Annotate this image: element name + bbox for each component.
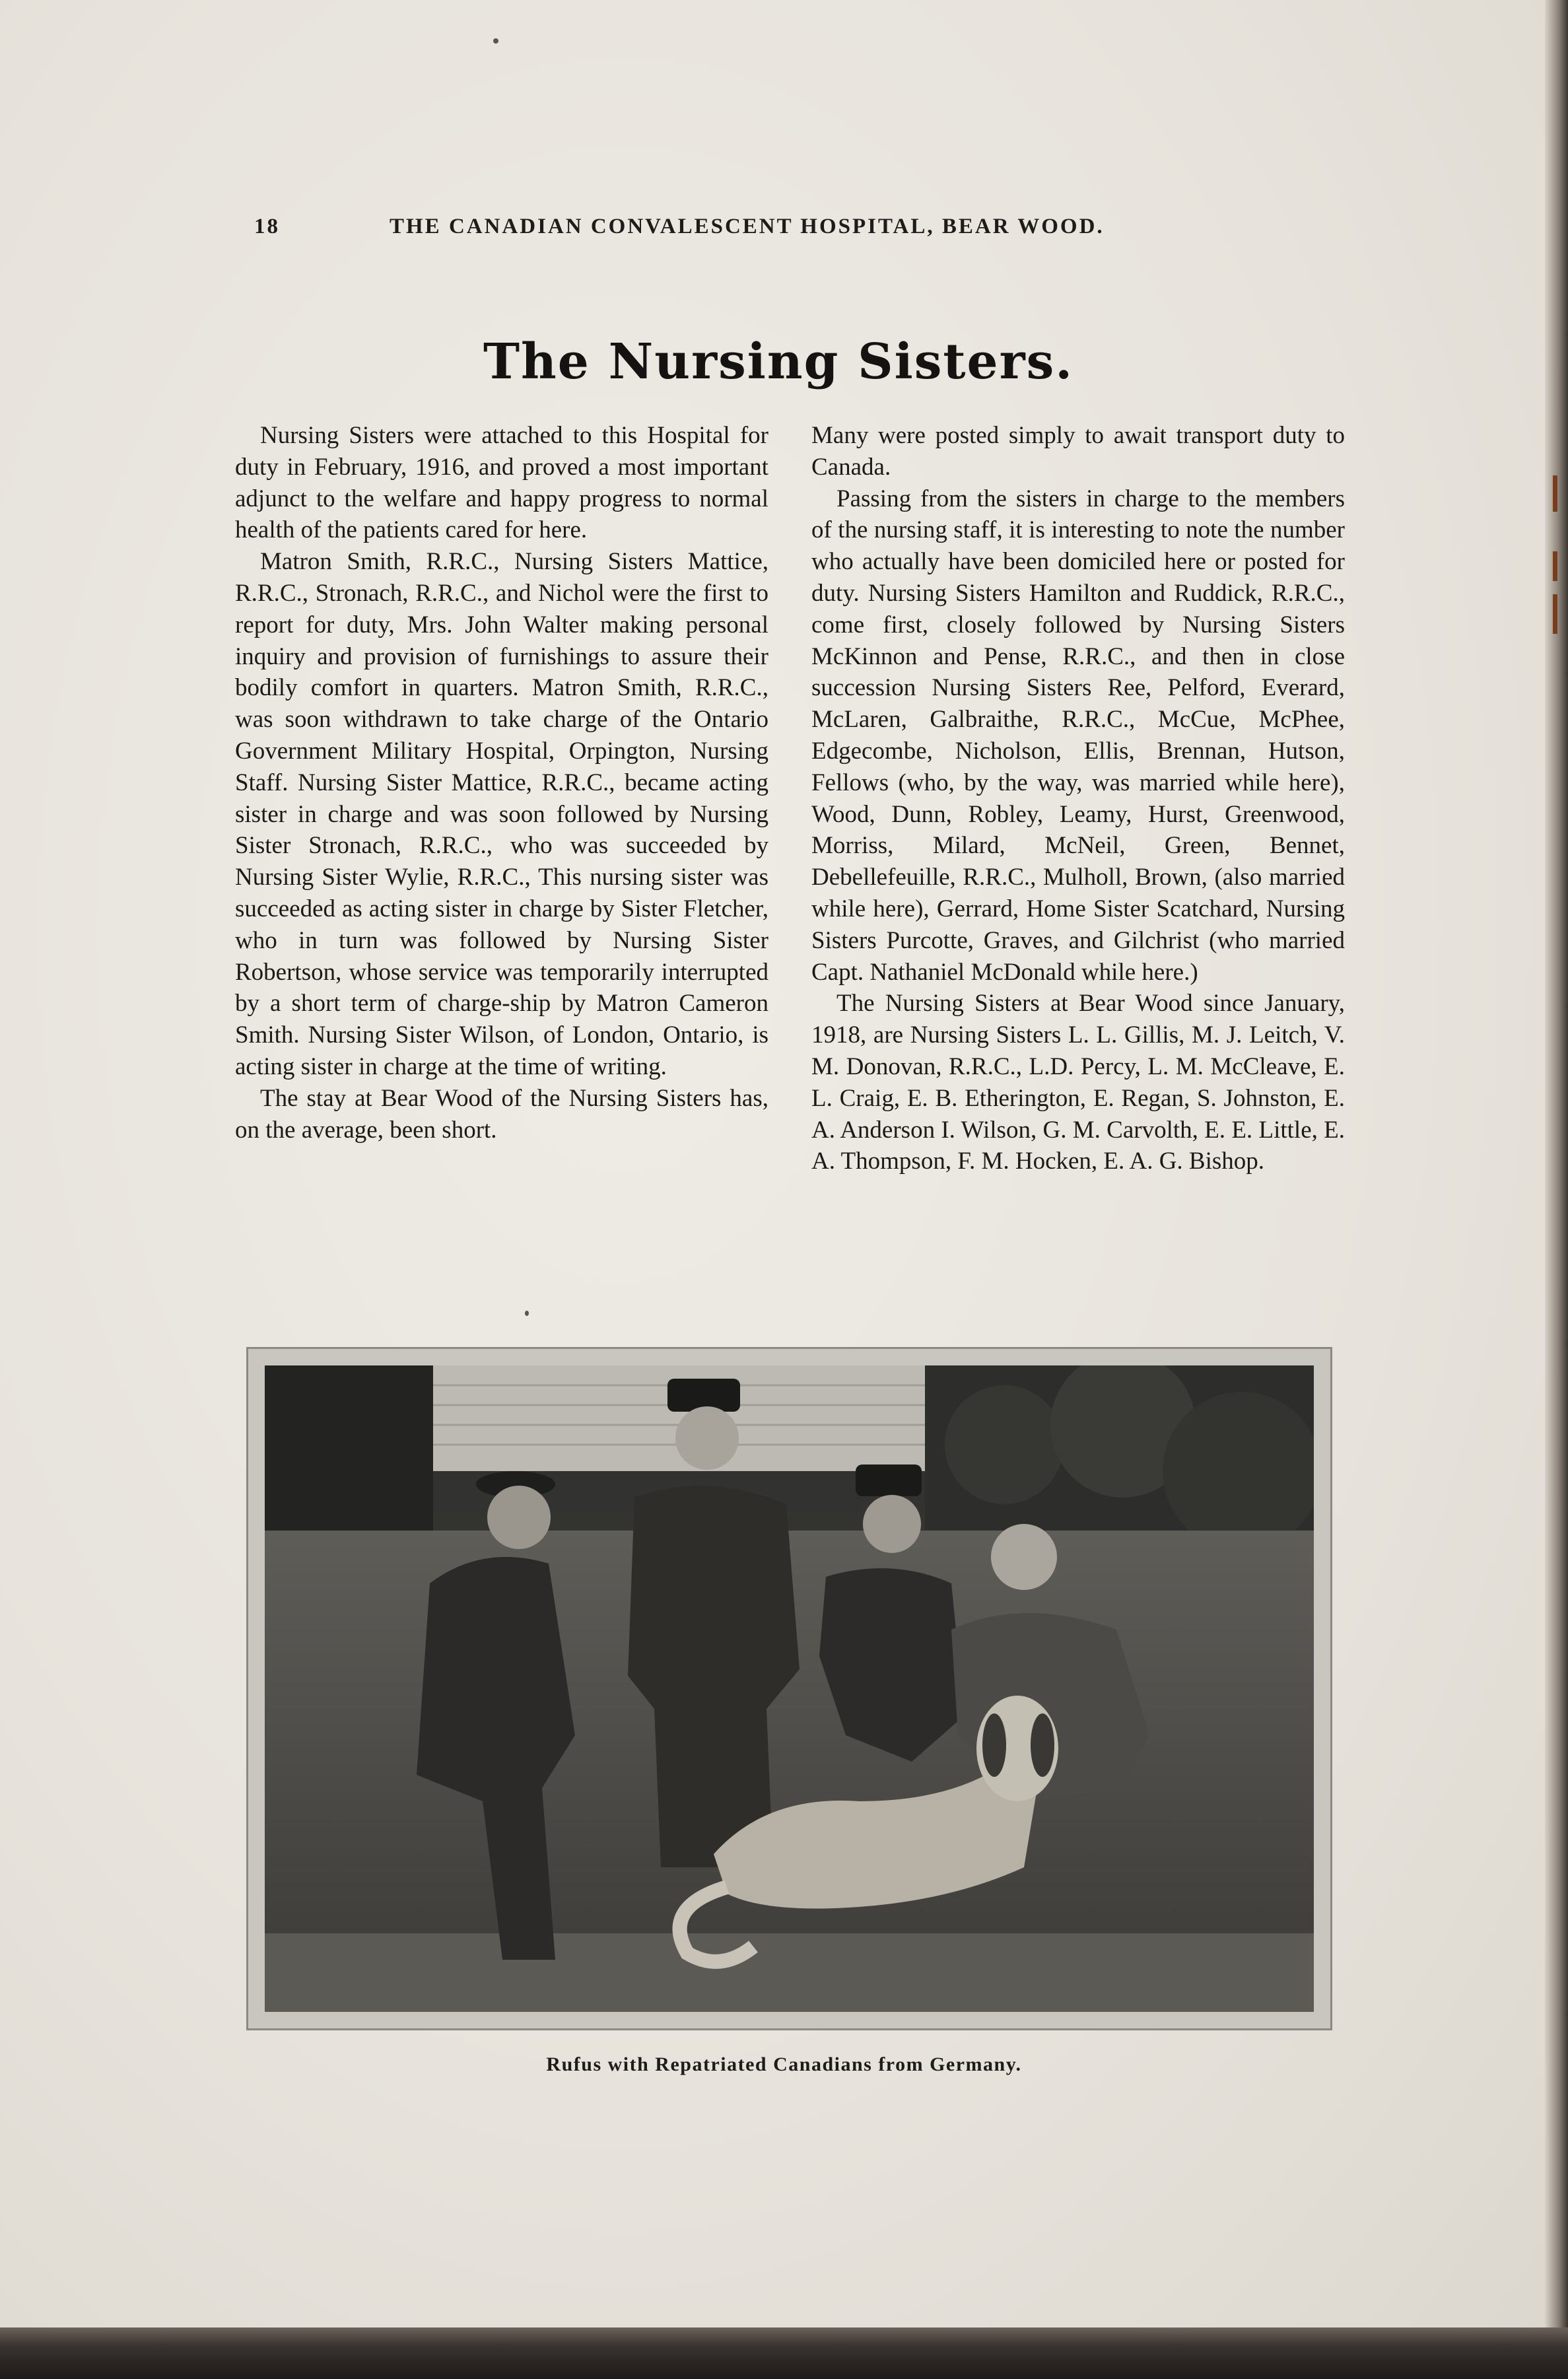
photo-frame	[246, 1347, 1332, 2030]
paper-speck	[493, 38, 498, 44]
paragraph: Many were posted simply to await transport duty to Canada.	[811, 422, 1345, 481]
group-photograph	[265, 1365, 1314, 2012]
page-number: 18	[254, 215, 280, 238]
running-title: THE CANADIAN CONVALESCENT HOSPITAL, BEAR WOOD.	[390, 215, 1105, 238]
bottom-binding-strip	[0, 2327, 1568, 2379]
paragraph: Nursing Sisters were attached to this Hospital for duty in February, 1916, and proved a most important adjunct to the welfare and happy progress to normal health of the patients cared for here.	[235, 422, 768, 544]
edge-tab-mark	[1553, 594, 1557, 634]
edge-tab-mark	[1553, 475, 1557, 512]
paper-speck	[525, 1311, 529, 1316]
article-title: The Nursing Sisters.	[483, 333, 1074, 390]
paragraph: The Nursing Sisters at Bear Wood since January, 1918, are Nursing Sisters L. L. Gillis, M. J. Leitch, V. M. Donovan, R.R.C., L.D. Percy, L. M. McCleave, E. L. Craig, E. B. Etherington, E. Regan, S. Johnston, E. A. Anderson I. Wilson, G. M. Carvolth, E. E. Little, E. A. Thompson, F. M. Hocken, E. A. G. Bishop.	[811, 990, 1345, 1175]
text-column-left	[235, 420, 768, 1146]
photograph-illustration	[265, 1365, 1314, 2012]
paragraph: Matron Smith, R.R.C., Nursing Sisters Mattice, R.R.C., Stronach, R.R.C., and Nichol were the first to report for duty, Mrs. John Walter making personal inquiry and provision of furnishings to assure their bodily comfort in quarters. Matron Smith, R.R.C., was soon withdrawn to take charge of the Ontario Government Military Hospital, Orpington, Nursing Staff. Nursing Sister Mattice, R.R.C., became acting sister in charge and was soon followed by Nursing Sister Stronach, R.R.C., who was succeeded by Nursing Sister Wylie, R.R.C., This nursing sister was succeeded as acting sister in charge by Sister Fletcher, who in turn was followed by Nursing Sister Robertson, whose service was temporarily interrupted by a short term of charge-ship by Matron Cameron Smith. Nursing Sister Wilson, of London, Ontario, is acting sister in charge at the time of writing.	[235, 548, 768, 1080]
page-edge-shadow	[1545, 0, 1568, 2327]
photo-caption: Rufus with Repatriated Canadians from Germany.	[546, 2053, 1022, 2075]
paragraph: Passing from the sisters in charge to the members of the nursing staff, it is interesting to note the number who actually have been domiciled here or posted for duty. Nursing Sisters Hamilton and Ruddick, R.R.C., come first, closely followed by Nursing Sisters McKinnon and Pense, R.R.C., and then in close succession Nursing Sisters Ree, Pelford, Everard, McLaren, Galbraithe, R.R.C., McCue, McPhee, Edgecombe, Nicholson, Ellis, Brennan, Hutson, Fellows (who, by the way, was married while here), Wood, Dunn, Robley, Leamy, Hurst, Greenwood, Morriss, Milard, McNeil, Green, Bennet, Debellefeuille, R.R.C., Mulholl, Brown, (also married while here), Gerrard, Home Sister Scatchard, Nursing Sisters Purcotte, Graves, and Gilchrist (who married Capt. Nathaniel McDonald while here.)	[811, 485, 1345, 986]
edge-tab-mark	[1553, 551, 1557, 581]
text-column-right	[811, 420, 1345, 1177]
paragraph: The stay at Bear Wood of the Nursing Sisters has, on the average, been short.	[235, 1084, 768, 1144]
